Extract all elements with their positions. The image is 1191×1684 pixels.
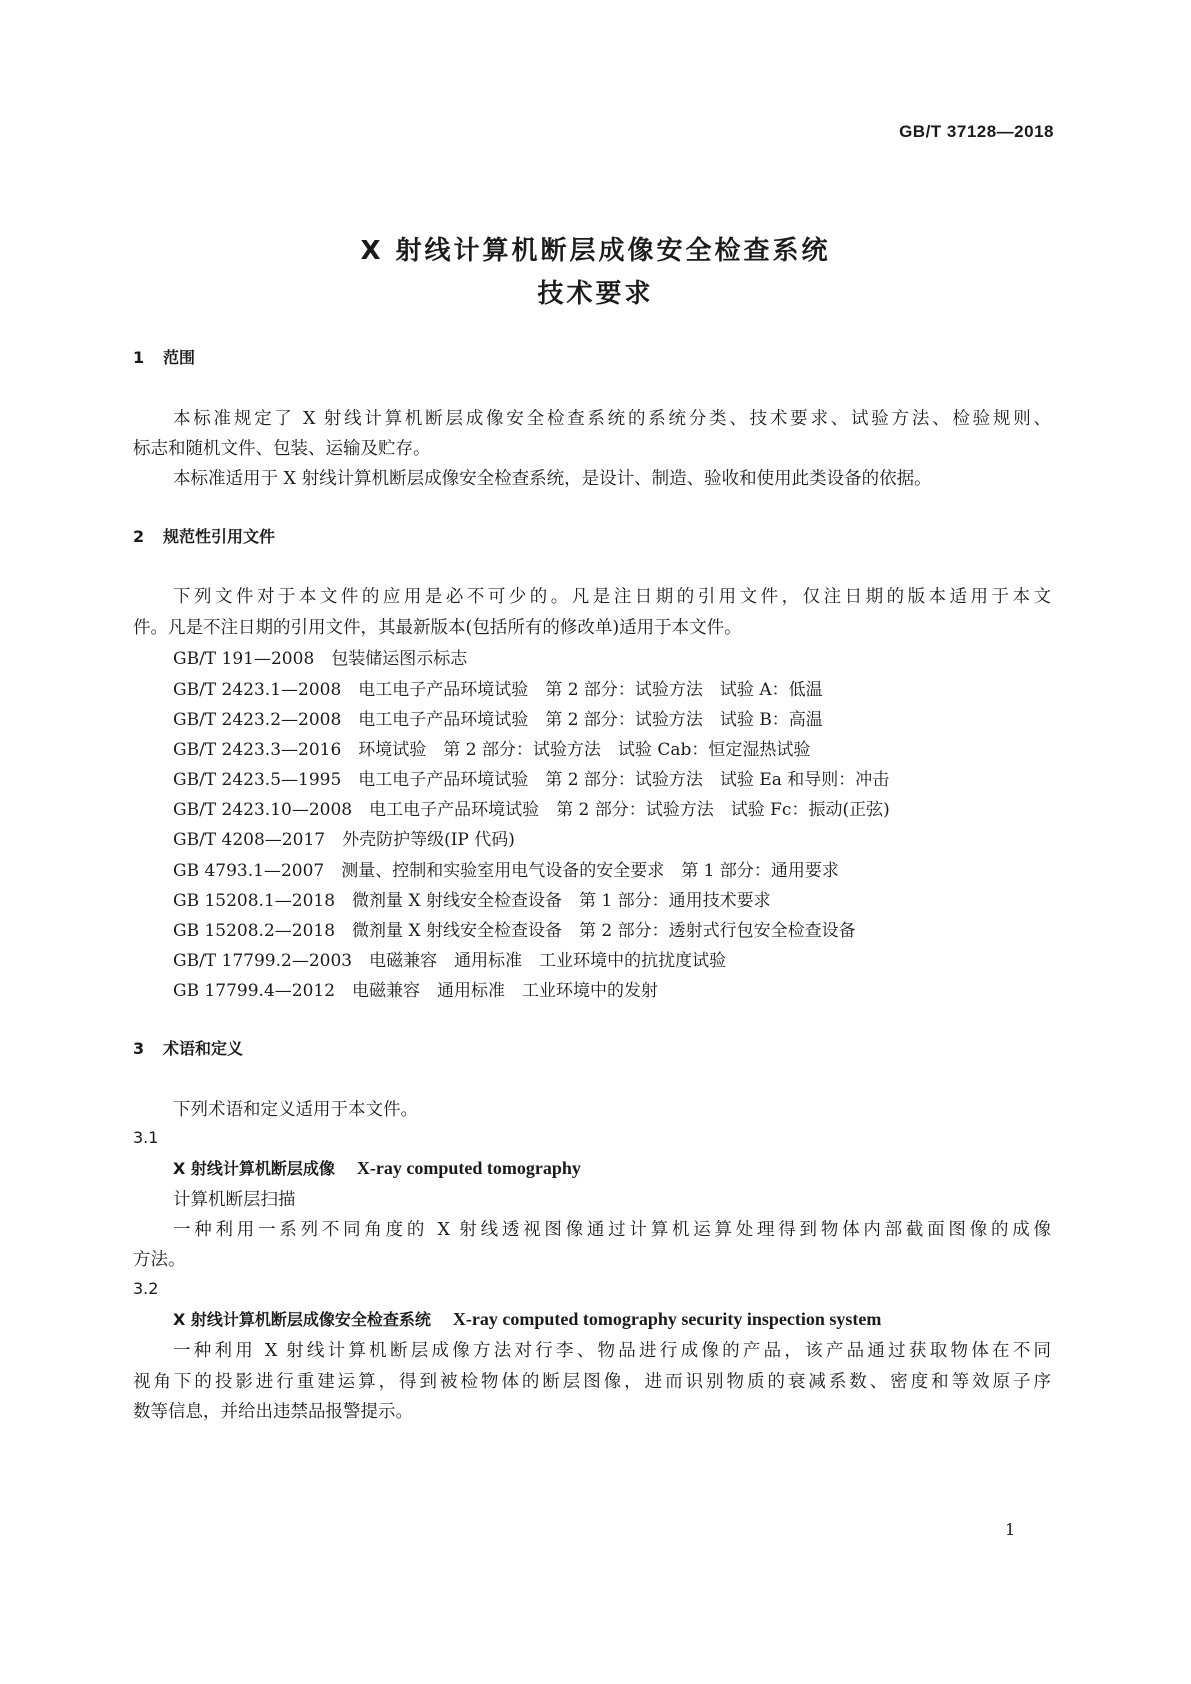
section-2-heading <box>133 524 275 547</box>
term-3-2-definition-line1: 一种利用 X 射线计算机断层成像方法对行李、物品进行成像的产品，该产品通过获取物体在不同 <box>173 1341 1051 1361</box>
term-3-2-definition-line3: 数等信息，并给出违禁品报警提示。 <box>133 1402 413 1422</box>
term-3-1-alias: 计算机断层扫描 <box>173 1190 296 1210</box>
term-english: X-ray computed tomography <box>356 1158 581 1178</box>
term-3-1-number: 3.1 <box>133 1128 159 1147</box>
reference-item: GB/T 2423.1—2008 电工电子产品环境试验 第 2 部分：试验方法 试验 A：低温 <box>173 680 823 700</box>
term-3-2-definition-line2: 视角下的投影进行重建运算，得到被检物体的断层图像，进而识别物质的衰减系数、密度和等效原子序 <box>133 1372 1051 1392</box>
term-3-2-heading <box>173 1307 881 1330</box>
term-chinese: X 射线计算机断层成像 <box>173 1159 335 1178</box>
term-3-1-heading <box>173 1156 581 1179</box>
section-number: 3 <box>133 1039 145 1058</box>
scope-paragraph-1-line1: 本标准规定了 X 射线计算机断层成像安全检查系统的系统分类、技术要求、试验方法、检验规则、 <box>173 409 1051 429</box>
scope-paragraph-2: 本标准适用于 X 射线计算机断层成像安全检查系统，是设计、制造、验收和使用此类设备的依据。 <box>173 469 932 489</box>
reference-item: GB 17799.4—2012 电磁兼容 通用标准 工业环境中的发射 <box>173 981 659 1001</box>
term-chinese: X 射线计算机断层成像安全检查系统 <box>173 1310 431 1329</box>
reference-item: GB/T 2423.3—2016 环境试验 第 2 部分：试验方法 试验 Cab：恒定湿热试验 <box>173 740 811 760</box>
reference-item: GB/T 4208—2017 外壳防护等级(IP 代码) <box>173 830 515 850</box>
term-3-2-number: 3.2 <box>133 1279 159 1298</box>
standard-code: GB/T 37128—2018 <box>899 122 1054 141</box>
section-number: 1 <box>133 348 145 367</box>
section-title: 术语和定义 <box>163 1039 244 1058</box>
term-3-1-definition-line2: 方法。 <box>133 1250 186 1270</box>
term-3-1-definition-line1: 一种利用一系列不同角度的 X 射线透视图像通过计算机运算处理得到物体内部截面图像的成像 <box>173 1220 1051 1240</box>
document-title-line2: 技术要求 <box>537 279 654 309</box>
reference-item: GB/T 2423.2—2008 电工电子产品环境试验 第 2 部分：试验方法 试验 B：高温 <box>173 710 823 730</box>
term-english: X-ray computed tomography security inspection system <box>452 1309 882 1329</box>
reference-item: GB 15208.1—2018 微剂量 X 射线安全检查设备 第 1 部分：通用技术要求 <box>173 891 771 911</box>
reference-item: GB 4793.1—2007 测量、控制和实验室用电气设备的安全要求 第 1 部分：通用要求 <box>173 861 839 881</box>
section-1-heading <box>133 345 195 368</box>
reference-item: GB/T 2423.10—2008 电工电子产品环境试验 第 2 部分：试验方法 试验 Fc：振动(正弦) <box>173 800 890 820</box>
scope-paragraph-1-line2: 标志和随机文件、包装、运输及贮存。 <box>133 439 431 459</box>
reference-item: GB/T 17799.2—2003 电磁兼容 通用标准 工业环境中的抗扰度试验 <box>173 951 727 971</box>
refs-intro-line1: 下列文件对于本文件的应用是必不可少的。凡是注日期的引用文件，仅注日期的版本适用于本文 <box>173 587 1051 607</box>
page-number: 1 <box>1005 1520 1016 1539</box>
refs-intro-line2: 件。凡是不注日期的引用文件，其最新版本(包括所有的修改单)适用于本文件。 <box>133 618 742 638</box>
section-title: 规范性引用文件 <box>163 527 276 546</box>
document-title-line1: X 射线计算机断层成像安全检查系统 <box>360 236 831 266</box>
section-number: 2 <box>133 527 145 546</box>
terms-intro: 下列术语和定义适用于本文件。 <box>173 1100 418 1120</box>
section-3-heading <box>133 1036 243 1059</box>
reference-item: GB/T 2423.5—1995 电工电子产品环境试验 第 2 部分：试验方法 试验 Ea 和导则：冲击 <box>173 770 890 790</box>
section-title: 范围 <box>163 348 196 367</box>
reference-item: GB 15208.2—2018 微剂量 X 射线安全检查设备 第 2 部分：透射式行包安全检查设备 <box>173 921 856 941</box>
reference-item: GB/T 191—2008 包装储运图示标志 <box>173 649 468 669</box>
